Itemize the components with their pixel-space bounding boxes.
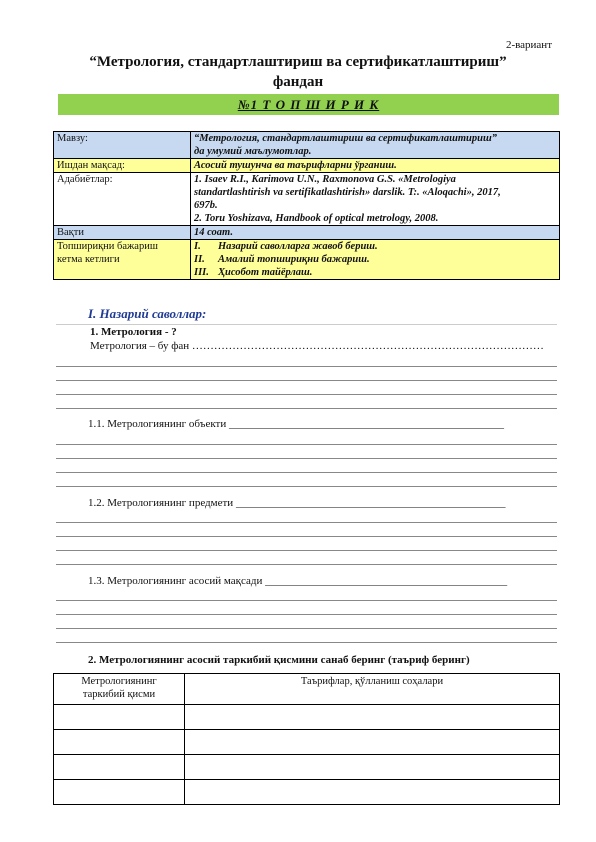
question-1-2: 1.2. Метрологиянинг предмети _________________________________________________ [88,497,506,509]
components-table [53,673,560,805]
info-value-line: да умумий маълумотлар. [194,146,312,157]
question-1-1: 1.1. Метрологиянинг объекти __________________________________________________ [88,418,504,430]
info-value [191,240,560,280]
answer-line[interactable] [56,394,557,395]
section-heading: I. Назарий саволлар: [88,306,207,321]
answer-line[interactable] [56,642,557,643]
info-value-line: 2. Toru Yoshizava, Handbook of optical metrology, 2008. [194,213,439,224]
answer-line[interactable] [56,458,557,459]
table-cell[interactable] [185,780,560,805]
answer-line[interactable] [56,444,557,445]
info-label: Ишдан мақсад: [54,159,191,173]
task-item: III. Ҳисобот тайёрлаш. [194,267,313,278]
question-1-title: 1. Метрология - ? [90,326,177,338]
divider [56,324,557,325]
info-label: Мавзу: [54,132,191,159]
answer-line[interactable] [56,614,557,615]
info-value [191,132,560,159]
table-cell[interactable] [185,730,560,755]
info-value-line: “Метрология, стандартлаштириш ва сертификатлаштириш” [194,133,497,144]
answer-line[interactable] [56,628,557,629]
table-cell[interactable] [54,705,185,730]
task-item: I. Назарий саволларга жавоб бериш. [194,241,378,252]
answer-line[interactable] [56,536,557,537]
info-label [54,240,191,280]
assignment-banner: №1 Т О П Ш И Р И К [58,94,559,115]
question-1-prompt: Метрология – бу фан …………………………………………………………………………………… [90,340,544,352]
table-row [54,730,560,755]
info-value [191,173,560,226]
variant-label: 2-вариант [505,39,552,51]
info-row-topic [54,132,560,159]
answer-line[interactable] [56,366,557,367]
info-value-line: standartlashtirish va sertifikatlashtirish» darslik. T:. «Aloqachi», 2017, [194,187,501,198]
info-value [191,159,560,173]
info-row-literature [54,173,560,226]
answer-line[interactable] [56,408,557,409]
info-value-line: Асосий тушунча ва таърифларни ўрганиш. [194,160,397,171]
info-row-time [54,226,560,240]
column-header-definitions: Таърифлар, қўлланиш соҳалари [185,674,560,705]
info-value [191,226,560,240]
assignment-info-table [53,131,560,280]
title-line-2: фандан [272,74,324,90]
answer-line[interactable] [56,600,557,601]
table-row [54,780,560,805]
question-2-title: 2. Метрологиянинг асосий таркибий қисмини санаб беринг (таъриф беринг) [88,654,470,666]
info-row-goal [54,159,560,173]
info-value-line: 697b. [194,200,218,211]
table-row [54,705,560,730]
components-table-header [54,674,560,705]
answer-line[interactable] [56,472,557,473]
info-label: Вақти [54,226,191,240]
column-header-component: Метрологиянинг таркибий қисми [54,674,185,705]
info-label: Адабиётлар: [54,173,191,226]
info-row-sequence [54,240,560,280]
question-1-3: 1.3. Метрологиянинг асосий мақсади ____________________________________________ [88,575,508,587]
table-cell[interactable] [54,755,185,780]
table-cell[interactable] [54,730,185,755]
answer-line[interactable] [56,550,557,551]
info-label-line: кетма кетлиги [57,254,120,265]
info-label-line: Топшириқни бажариш [57,241,158,252]
document-title [0,52,596,92]
table-cell[interactable] [185,755,560,780]
table-row [54,755,560,780]
info-value-line: 14 соат. [194,227,233,238]
info-value-line: 1. Isaev R.I., Karimova U.N., Raxmonova G.S. «Metrologiya [194,174,456,185]
answer-line[interactable] [56,486,557,487]
answer-line[interactable] [56,522,557,523]
table-cell[interactable] [185,705,560,730]
task-item: II. Амалий топшириқни бажариш. [194,254,370,265]
answer-line[interactable] [56,564,557,565]
answer-line[interactable] [56,380,557,381]
title-line-1: “Метрология, стандартлаштириш ва сертификатлаштириш” [89,54,507,70]
table-cell[interactable] [54,780,185,805]
